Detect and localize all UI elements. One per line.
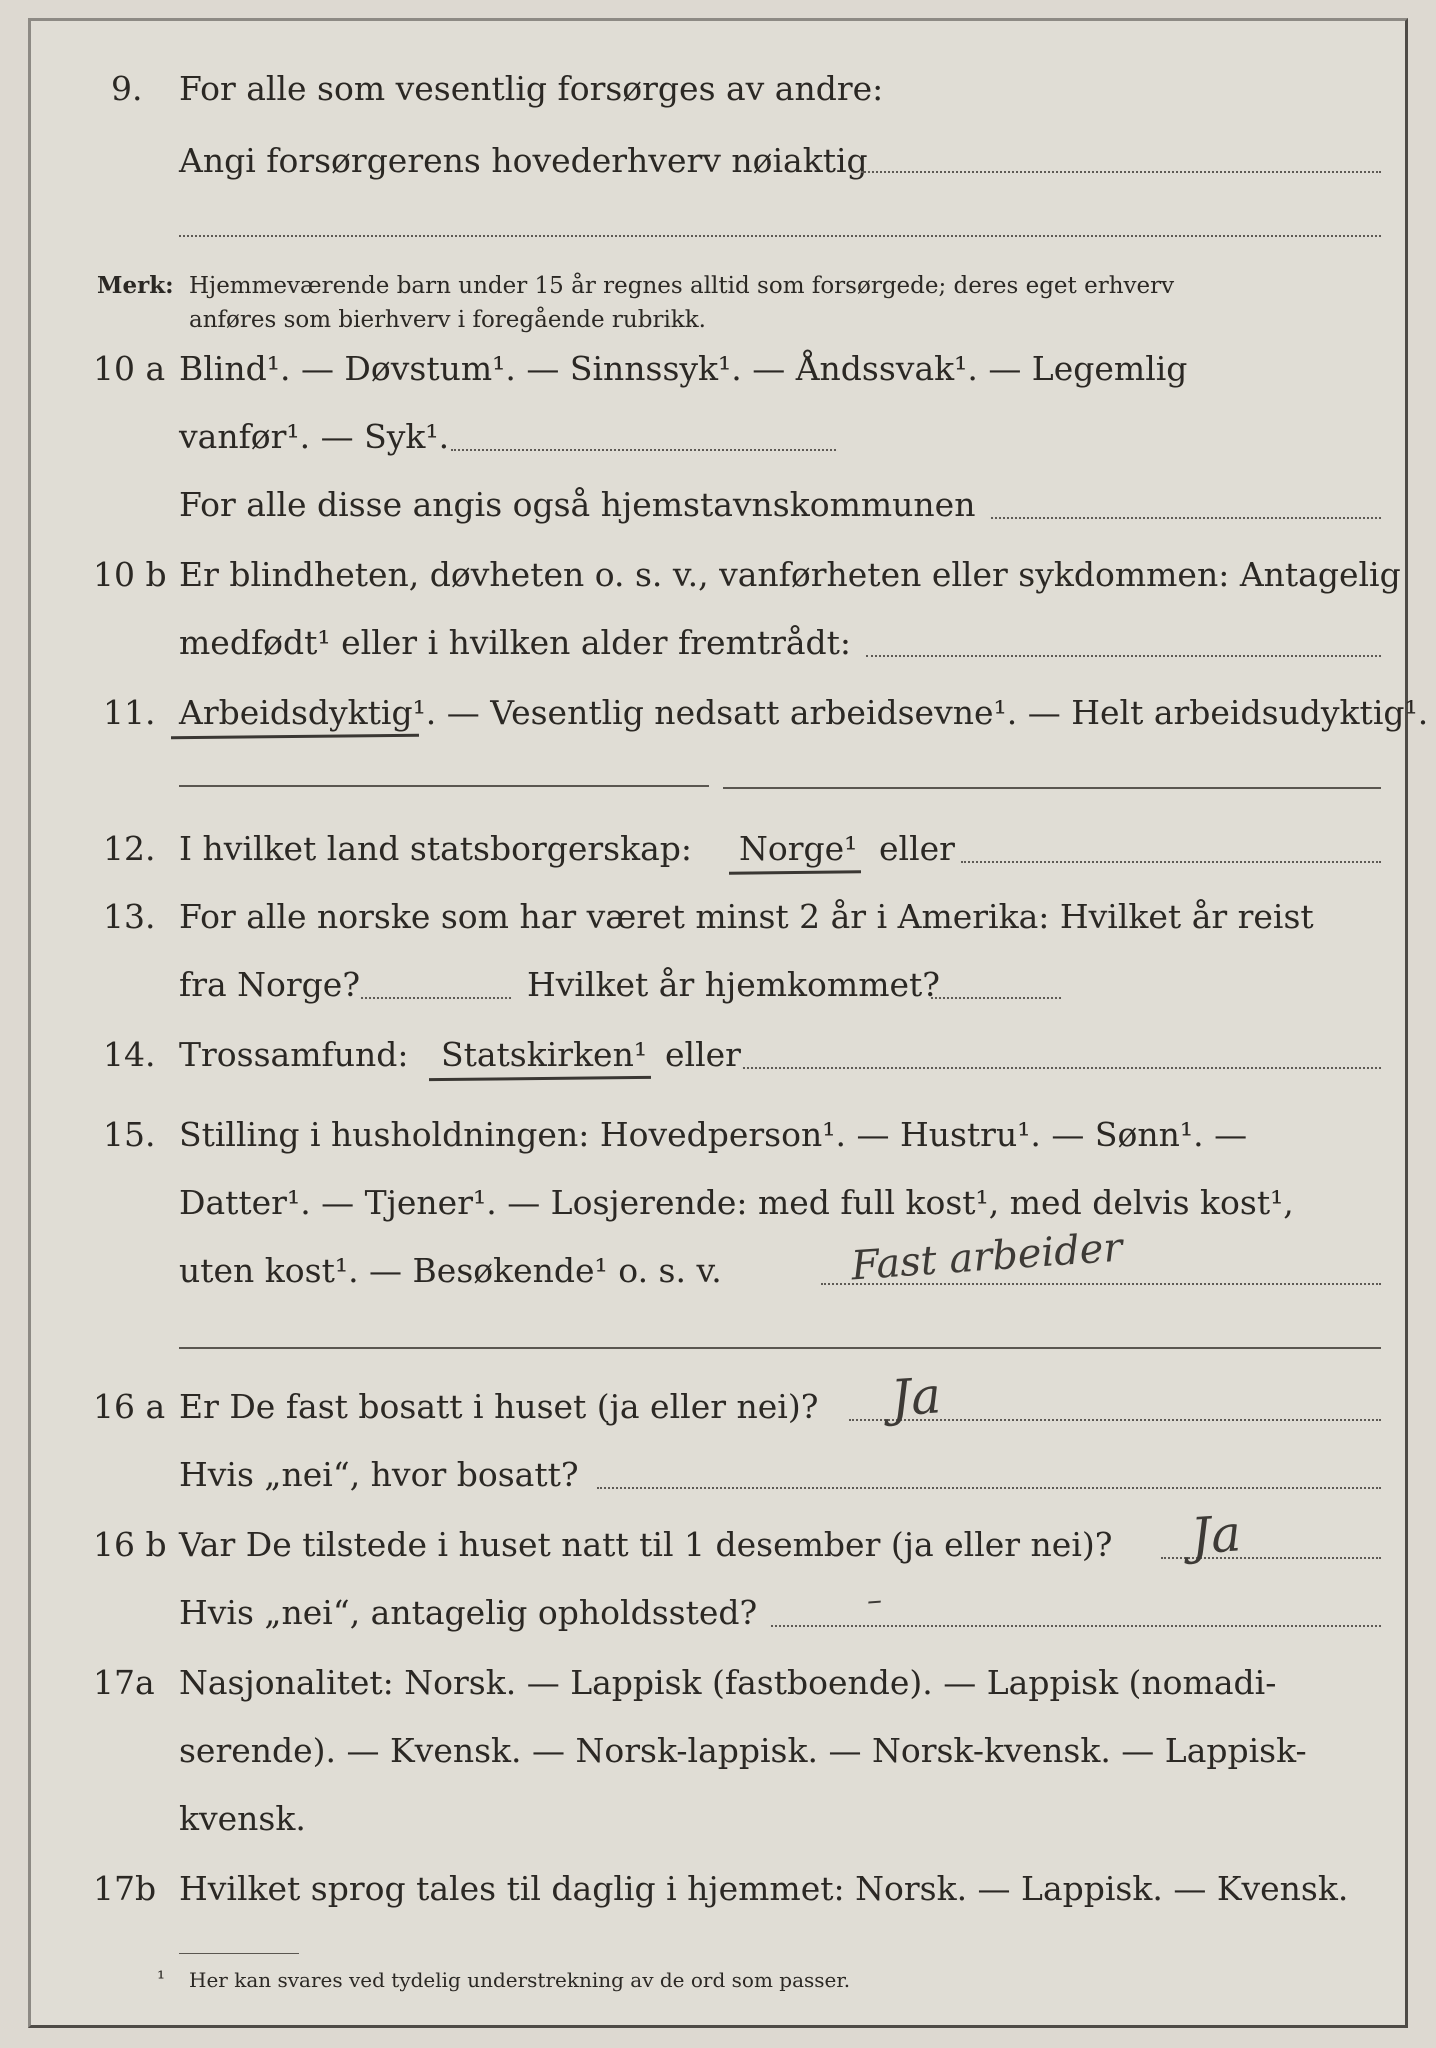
q16b-handwritten-dash: – xyxy=(865,1582,884,1619)
q16b-opholdssted-field[interactable] xyxy=(771,1625,1381,1627)
q12-handwritten-underline xyxy=(729,870,861,874)
q14-handwritten-underline xyxy=(429,1076,651,1081)
q14-suffix: eller xyxy=(665,1035,741,1074)
footnote-rule xyxy=(179,1953,299,1954)
q9-number: 9. xyxy=(111,69,143,108)
q14-answer-field[interactable] xyxy=(743,1067,1381,1069)
merk-line2: anføres som bierhverv i foregående rubrikk. xyxy=(189,307,706,333)
q12-prefix: I hvilket land statsborgerskap: xyxy=(179,829,693,868)
q11-rule-left xyxy=(179,785,709,787)
q10b-line1: Er blindheten, døvheten o. s. v., vanførheten eller sykdommen: Antagelig xyxy=(179,555,1401,594)
q10a-line1: Blind¹. — Døvstum¹. — Sinnssyk¹. — Åndssvak¹. — Legemlig xyxy=(179,349,1188,388)
q16a-handwritten-answer: Ja xyxy=(889,1366,943,1428)
q17b-number: 17b xyxy=(93,1869,157,1908)
q11-rule-right xyxy=(723,787,1381,789)
q13-line1: For alle norske som har været minst 2 år i Amerika: Hvilket år reist xyxy=(179,897,1314,936)
q14-prefix: Trossamfund: xyxy=(179,1035,409,1074)
q11-number: 11. xyxy=(103,693,156,732)
q16b-handwritten-answer: Ja xyxy=(1189,1504,1243,1566)
q9-line2: Angi forsørgerens hovederhverv nøiaktig xyxy=(179,141,868,180)
q9-line1: For alle som vesentlig forsørges av andre: xyxy=(179,69,884,108)
q12-number: 12. xyxy=(103,829,156,868)
q16b-number: 16 b xyxy=(93,1525,167,1564)
q14-number: 14. xyxy=(103,1035,156,1074)
q16b-line1: Var De tilstede i huset natt til 1 desember (ja eller nei)? xyxy=(179,1525,1113,1564)
q13-hjemkommet-field[interactable] xyxy=(931,997,1061,999)
q10b-answer-field[interactable] xyxy=(866,655,1381,657)
q14-option-statskirken[interactable]: Statskirken¹ xyxy=(441,1035,648,1074)
q15-line1: Stilling i husholdningen: Hovedperson¹. — Hustru¹. — Sønn¹. — xyxy=(179,1115,1248,1154)
q10b-number: 10 b xyxy=(93,555,167,594)
q15-rule xyxy=(179,1347,1381,1349)
q17b-line1: Hvilket sprog tales til daglig i hjemmet: Norsk. — Lappisk. — Kvensk. xyxy=(179,1869,1349,1908)
q17a-line3: kvensk. xyxy=(179,1799,306,1838)
q10a-hjemstavn-field[interactable] xyxy=(991,517,1381,519)
q10a-line2: vanfør¹. — Syk¹. xyxy=(179,417,450,456)
q12-answer-field[interactable] xyxy=(961,861,1381,863)
q16a-bosatt-field[interactable] xyxy=(597,1487,1381,1489)
q12-suffix: eller xyxy=(879,829,955,868)
q17a-line2: serende). — Kvensk. — Norsk-lappisk. — Norsk-kvensk. — Lappisk- xyxy=(179,1731,1307,1770)
footnote-mark: ¹ xyxy=(157,1966,166,1990)
q15-line2: Datter¹. — Tjener¹. — Losjerende: med full kost¹, med delvis kost¹, xyxy=(179,1183,1294,1222)
q16a-line1: Er De fast bosatt i huset (ja eller nei)? xyxy=(179,1387,819,1426)
q17a-number: 17a xyxy=(93,1663,155,1702)
q10a-line3: For alle disse angis også hjemstavnskommunen xyxy=(179,485,976,524)
merk-line1: Hjemmeværende barn under 15 år regnes alltid som forsørgede; deres eget erhverv xyxy=(189,273,1175,299)
q16a-number: 16 a xyxy=(93,1387,166,1426)
q10b-line2: medfødt¹ eller i hvilken alder fremtrådt: xyxy=(179,623,852,662)
q13-line2a: fra Norge? xyxy=(179,965,361,1004)
footnote-text: Her kan svares ved tydelig understrekning av de ord som passer. xyxy=(189,1968,851,1992)
q12-option-norge[interactable]: Norge¹ xyxy=(739,829,858,868)
q17a-line1: Nasjonalitet: Norsk. — Lappisk (fastboende). — Lappisk (nomadi- xyxy=(179,1663,1277,1702)
q13-number: 13. xyxy=(103,897,156,936)
q15-handwritten-answer: Fast arbeider xyxy=(849,1224,1124,1290)
q9-answer-field[interactable] xyxy=(861,171,1381,173)
census-form-page xyxy=(28,18,1429,2028)
q11-handwritten-underline xyxy=(171,734,419,740)
q13-line2b: Hvilket år hjemkommet? xyxy=(527,965,940,1004)
q11-line1: Arbeidsdyktig¹. — Vesentlig nedsatt arbeidsevne¹. — Helt arbeidsudyktig¹. xyxy=(179,693,1429,732)
q15-number: 15. xyxy=(103,1115,156,1154)
q13-reist-field[interactable] xyxy=(361,997,511,999)
q10a-answer-field[interactable] xyxy=(451,449,836,451)
q15-line3: uten kost¹. — Besøkende¹ o. s. v. xyxy=(179,1251,722,1290)
q16b-line2: Hvis „nei“, antagelig opholdssted? xyxy=(179,1593,758,1632)
q10a-number: 10 a xyxy=(93,349,166,388)
q16a-line2: Hvis „nei“, hvor bosatt? xyxy=(179,1455,579,1494)
merk-label: Merk: xyxy=(97,272,174,299)
q9-answer-field-2[interactable] xyxy=(179,235,1381,237)
